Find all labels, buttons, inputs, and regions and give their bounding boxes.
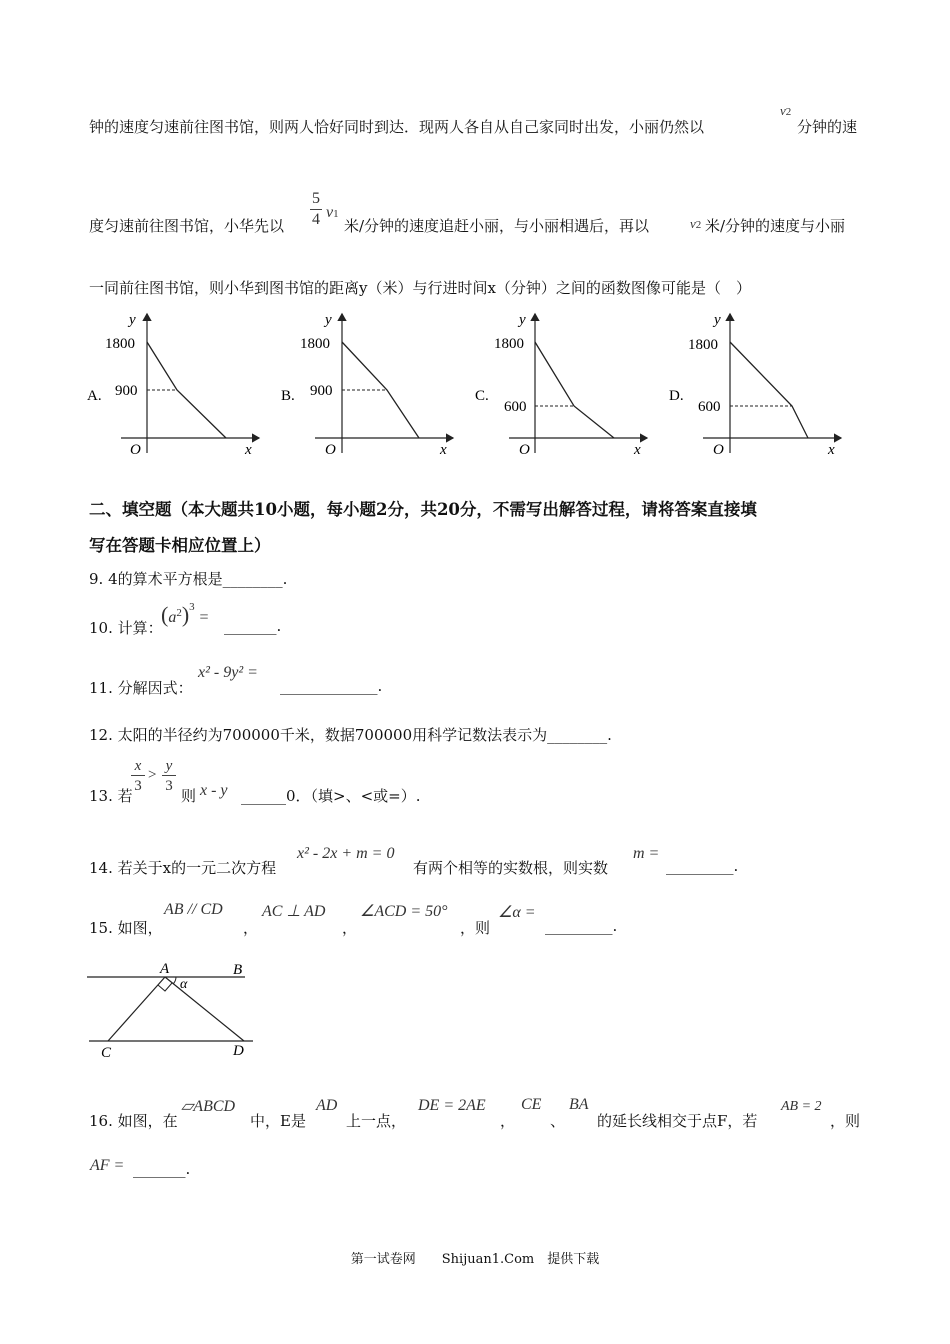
q8-fraction: 5 4: [312, 190, 320, 228]
q15-figure-svg: [85, 958, 265, 1063]
svg-text:y: y: [714, 312, 721, 328]
q16-de: DE = 2AE: [418, 1097, 486, 1114]
graph-a-y-mid: 900: [115, 383, 138, 399]
graph-b-y-mid: 900: [310, 383, 333, 399]
q15-figure: [85, 958, 265, 1063]
q8-line3: 一同前往图书馆，则小华到图书馆的距离y（米）与行进时间x（分钟）之间的函数图像可能是（ ）: [89, 279, 751, 297]
q13-gt: >: [148, 767, 157, 783]
q14-m: m =: [633, 845, 660, 862]
q15-ask: ∠α =: [498, 904, 536, 921]
q10: 10. 计算：: [89, 619, 163, 637]
graph-d-y-mid: 600: [698, 399, 721, 415]
svg-text:y: y: [519, 312, 526, 328]
q15-then: ，则: [460, 919, 491, 937]
right-angle-mark: [158, 983, 172, 991]
label-alpha: α: [180, 977, 188, 992]
svg-text:x: x: [440, 442, 447, 458]
graph-d-y-top: 1800: [688, 337, 718, 353]
q14-equation: x² - 2x + m = 0: [297, 845, 395, 862]
q15-cond3: ∠ACD = 50°: [360, 903, 448, 920]
svg-text:O: O: [130, 442, 141, 458]
q8-line2-end: 米/分钟的速度与小丽: [705, 217, 846, 235]
section2-heading-line1: 二、填空题（本大题共10小题，每小题2分，共20分，不需写出解答过程，请将答案直接填: [89, 500, 757, 519]
label-a: A: [160, 961, 170, 977]
graph-a-option: A.: [87, 388, 102, 404]
svg-text:y: y: [129, 312, 136, 328]
q13-fraction-x: x 3: [131, 758, 145, 795]
graph-c-option: C.: [475, 388, 489, 404]
section2-heading-line2: 写在答题卡相应位置上）: [89, 536, 271, 555]
label-b: B: [233, 962, 243, 978]
svg-text:O: O: [713, 442, 724, 458]
graph-c-y-mid: 600: [504, 399, 527, 415]
q16-blank: _______.: [133, 1160, 191, 1178]
q16-ad: AD: [316, 1097, 338, 1114]
q15: 15. 如图，: [89, 919, 163, 937]
q11: 11. 分解因式：: [89, 679, 193, 697]
q8-v2-inline: v2: [690, 216, 702, 231]
q10-expression: $(a^2)^3$ =: [161, 601, 209, 627]
q8-line1-end: 分钟的速: [797, 118, 858, 136]
graph-b[interactable]: [281, 312, 453, 458]
q15-cond2: AC ⊥ AD: [262, 903, 326, 920]
q14: 14. 若关于x的一元二次方程: [89, 859, 277, 877]
label-c: C: [101, 1045, 112, 1061]
svg-text:x: x: [828, 442, 835, 458]
q8-line2-start: 度匀速前往图书馆，小华先以: [89, 217, 285, 235]
graph-a-y-top: 1800: [105, 336, 135, 352]
q8-v1-symbol: v1: [326, 204, 339, 221]
q16-ce: CE: [521, 1096, 542, 1113]
graph-a[interactable]: [87, 312, 259, 458]
option-graphs: [85, 308, 875, 468]
svg-text:y: y: [325, 312, 332, 328]
svg-text:x: x: [634, 442, 641, 458]
q8-line2-mid: 米/分钟的速度追赶小丽，与小丽相遇后，再以: [344, 217, 650, 235]
graph-c[interactable]: [475, 312, 647, 458]
q13-then: 则: [181, 787, 197, 805]
q13-rest: ______0．（填>、<或=）.: [241, 787, 421, 805]
q14-blank: _________.: [666, 857, 739, 875]
q13-fraction-y: y 3: [162, 758, 176, 795]
q10-blank: _______.: [224, 617, 282, 635]
q16-af: AF =: [90, 1157, 125, 1174]
q15-blank: _________.: [545, 917, 618, 935]
q8-line1: [89, 116, 704, 137]
q8-line1-text: 钟的速度匀速前往图书馆，则两人恰好同时到达．现两人各自从自己家同时出发，小丽仍然以: [89, 118, 705, 136]
q8-v2-symbol: v2: [780, 103, 792, 118]
q11-expression: x² - 9y² =: [198, 664, 258, 681]
q14-mid: 有两个相等的实数根，则实数: [413, 859, 609, 877]
q16-ba: BA: [569, 1096, 589, 1113]
q12: 12. 太阳的半径约为700000千米，数据700000用科学记数法表示为________.: [89, 726, 612, 744]
graph-b-y-top: 1800: [300, 336, 330, 352]
graph-c-y-top: 1800: [494, 336, 524, 352]
svg-text:O: O: [519, 442, 530, 458]
graph-d[interactable]: [669, 312, 841, 458]
label-d: D: [233, 1043, 244, 1059]
q13: 13. 若: [89, 787, 133, 805]
q13-expression: x - y: [200, 782, 228, 799]
graph-d-curve: [730, 342, 808, 438]
page-footer: 第一试卷网 Shijuan1.Com 提供下载: [350, 1252, 600, 1267]
svg-text:x: x: [245, 442, 252, 458]
graph-d-option: D.: [669, 388, 684, 404]
graph-b-option: B.: [281, 388, 295, 404]
q16-para: ▱ABCD: [181, 1098, 236, 1115]
q15-cond1: AB // CD: [164, 901, 223, 918]
segment-ac: [108, 977, 165, 1041]
q9: 9. 4的算术平方根是________.: [89, 570, 288, 588]
q16-ab: AB = 2: [781, 1099, 822, 1114]
graphs-svg: [85, 308, 875, 468]
segment-ad: [165, 977, 244, 1041]
alpha-arc: [173, 977, 176, 984]
q16: 16. 如图，在: [89, 1112, 178, 1130]
q11-blank: _____________.: [280, 677, 383, 695]
svg-text:O: O: [325, 442, 336, 458]
graph-c-curve: [535, 342, 614, 438]
